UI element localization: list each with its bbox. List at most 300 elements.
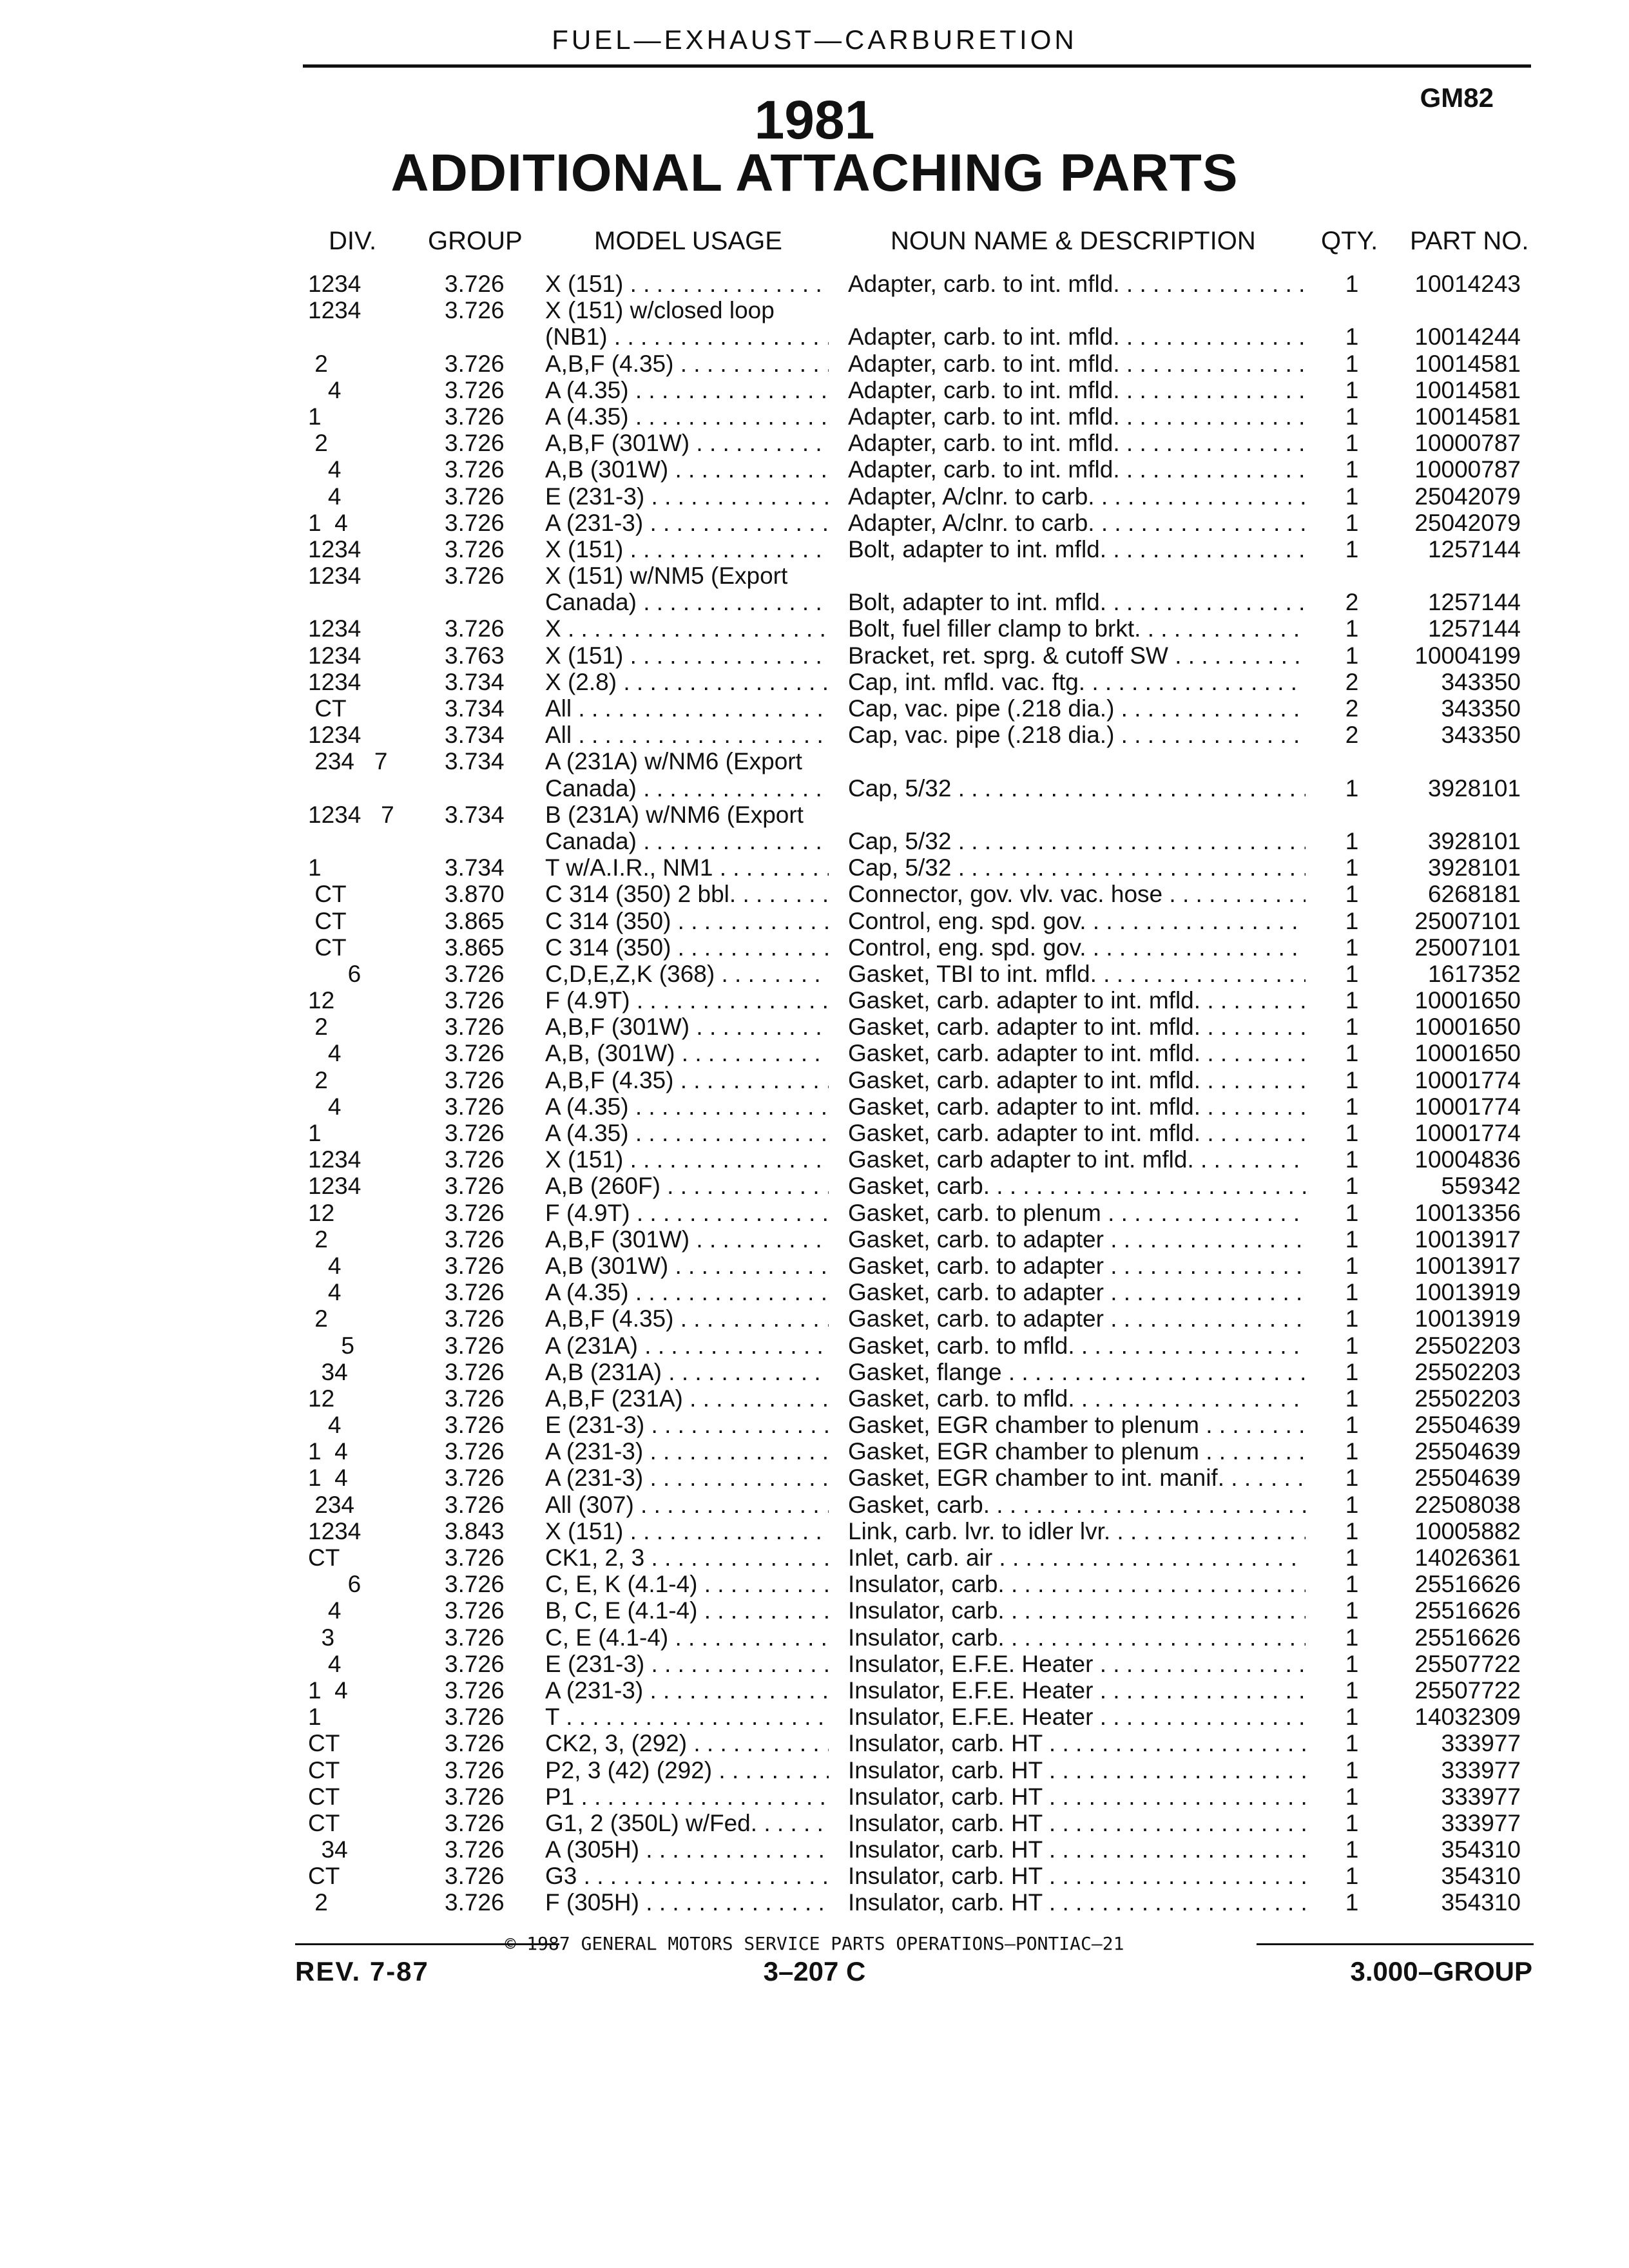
model-usage-cell: A (231A) . . . bbox=[545, 1332, 829, 1360]
table-row bbox=[0, 1412, 1629, 1438]
div-cell: 12 bbox=[308, 1199, 335, 1226]
table-row bbox=[0, 1120, 1629, 1146]
noun-name-cell: Adapter, carb. to int. mfld. . . . bbox=[848, 323, 1306, 351]
model-usage-cell: X (151) w/closed loop bbox=[545, 297, 775, 324]
noun-name-cell: Gasket, EGR chamber to int. manif. . . . bbox=[848, 1465, 1306, 1492]
table-row bbox=[0, 1597, 1629, 1624]
noun-name-cell: Adapter, carb. to int. mfld. . . . bbox=[848, 271, 1306, 298]
noun-name-cell: Control, eng. spd. gov. . . . bbox=[848, 934, 1306, 961]
part-no-cell: 1257144 bbox=[1427, 589, 1521, 616]
model-usage-cell: E (231-3) . . . bbox=[545, 1651, 829, 1678]
noun-name-cell: Cap, vac. pipe (.218 dia.) . . . bbox=[848, 695, 1306, 722]
div-cell: 1 4 bbox=[308, 1438, 348, 1465]
div-cell: 2 bbox=[308, 1225, 328, 1253]
table-row bbox=[0, 802, 1629, 828]
div-cell: 1234 bbox=[308, 1173, 361, 1200]
table-row bbox=[0, 1173, 1629, 1199]
qty-cell: 1 bbox=[1345, 535, 1359, 562]
model-usage-cell: P2, 3 (42) (292) . . . bbox=[545, 1757, 829, 1784]
qty-cell: 1 bbox=[1345, 1358, 1359, 1385]
noun-name-cell: Gasket, carb. to plenum . . . bbox=[848, 1200, 1306, 1227]
model-usage-cell: B (231A) w/NM6 (Export bbox=[545, 801, 804, 828]
div-cell: 2 bbox=[308, 1014, 328, 1041]
header-model-usage: MODEL USAGE bbox=[594, 227, 782, 255]
group-cell: 3.726 bbox=[445, 1624, 505, 1651]
table-row bbox=[0, 1518, 1629, 1544]
div-cell: CT bbox=[308, 907, 347, 934]
model-usage-cell: A,B,F (231A) . . . bbox=[545, 1385, 829, 1412]
div-cell: 1 bbox=[308, 403, 322, 430]
table-row bbox=[0, 615, 1629, 642]
noun-name-cell: Insulator, carb. HT . . . bbox=[848, 1810, 1306, 1837]
model-usage-cell: F (305H) . . . bbox=[545, 1889, 829, 1916]
group-cell: 3.726 bbox=[445, 430, 505, 457]
table-row bbox=[0, 1279, 1629, 1305]
revision-label: REV. 7-87 bbox=[295, 1956, 429, 1986]
qty-cell: 1 bbox=[1345, 1756, 1359, 1783]
noun-name-cell: Insulator, carb. . . . bbox=[848, 1624, 1306, 1651]
model-usage-cell: A,B,F (301W) . . . bbox=[545, 430, 829, 457]
div-cell: 1234 bbox=[308, 642, 361, 669]
noun-name-cell: Adapter, A/clnr. to carb. . . . bbox=[848, 483, 1306, 510]
part-no-cell: 14032309 bbox=[1414, 1704, 1521, 1731]
noun-name-cell: Bracket, ret. sprg. & cutoff SW . . . bbox=[848, 642, 1306, 669]
div-cell: 1234 bbox=[308, 562, 361, 590]
noun-name-cell: Cap, int. mfld. vac. ftg. . . . bbox=[848, 669, 1306, 696]
model-usage-cell: F (4.9T) . . . bbox=[545, 1200, 829, 1227]
qty-cell: 1 bbox=[1345, 1704, 1359, 1731]
div-cell: 4 bbox=[308, 1040, 342, 1067]
model-usage-cell: C,D,E,Z,K (368) . . . bbox=[545, 961, 829, 988]
div-cell: 4 bbox=[308, 1650, 342, 1677]
table-row bbox=[0, 1438, 1629, 1465]
group-cell: 3.726 bbox=[445, 1040, 505, 1067]
noun-name-cell: Link, carb. lvr. to idler lvr. . . . bbox=[848, 1518, 1306, 1545]
div-cell: 34 bbox=[308, 1358, 348, 1385]
div-cell: 1 4 bbox=[308, 509, 348, 536]
part-no-cell: 25507722 bbox=[1414, 1650, 1521, 1677]
part-no-cell: 3928101 bbox=[1427, 827, 1521, 854]
div-cell: CT bbox=[308, 881, 347, 908]
table-row bbox=[0, 669, 1629, 695]
group-cell: 3.865 bbox=[445, 907, 505, 934]
part-no-cell: 25007101 bbox=[1414, 934, 1521, 961]
noun-name-cell: Gasket, EGR chamber to plenum . . . bbox=[848, 1438, 1306, 1465]
part-no-cell: 1617352 bbox=[1427, 960, 1521, 987]
group-cell: 3.726 bbox=[445, 1730, 505, 1757]
part-no-cell: 559342 bbox=[1441, 1173, 1521, 1200]
model-usage-cell: A,B (231A) . . . bbox=[545, 1359, 829, 1386]
div-cell: CT bbox=[308, 1809, 340, 1836]
model-usage-cell: A,B,F (4.35) . . . bbox=[545, 351, 829, 378]
model-usage-cell: A (231-3) . . . bbox=[545, 1677, 829, 1704]
noun-name-cell: Gasket, carb. adapter to int. mfld. . . . bbox=[848, 987, 1306, 1014]
part-no-cell: 10014244 bbox=[1414, 323, 1521, 351]
group-cell: 3.726 bbox=[445, 1809, 505, 1836]
table-row bbox=[0, 483, 1629, 510]
group-cell: 3.726 bbox=[445, 1225, 505, 1253]
qty-cell: 1 bbox=[1345, 1809, 1359, 1836]
qty-cell: 1 bbox=[1345, 1279, 1359, 1306]
group-cell: 3.726 bbox=[445, 535, 505, 562]
model-usage-cell: A (4.35) . . . bbox=[545, 377, 829, 404]
part-no-cell: 10004836 bbox=[1414, 1146, 1521, 1173]
model-usage-cell: C 314 (350) . . . bbox=[545, 934, 829, 961]
qty-cell: 1 bbox=[1345, 774, 1359, 802]
part-no-cell: 343350 bbox=[1441, 722, 1521, 749]
group-cell: 3.726 bbox=[445, 1704, 505, 1731]
model-usage-cell: A,B,F (4.35) . . . bbox=[545, 1305, 829, 1332]
group-cell: 3.843 bbox=[445, 1517, 505, 1544]
qty-cell: 1 bbox=[1345, 854, 1359, 881]
table-row bbox=[0, 403, 1629, 430]
div-cell: 1234 bbox=[308, 615, 361, 642]
part-no-cell: 3928101 bbox=[1427, 854, 1521, 881]
noun-name-cell: Gasket, TBI to int. mfld. . . . bbox=[848, 961, 1306, 988]
group-cell: 3.726 bbox=[445, 1358, 505, 1385]
noun-name-cell: Adapter, carb. to int. mfld. . . . bbox=[848, 377, 1306, 404]
group-cell: 3.726 bbox=[445, 1412, 505, 1439]
div-cell: 1 4 bbox=[308, 1677, 348, 1704]
qty-cell: 1 bbox=[1345, 642, 1359, 669]
part-no-cell: 333977 bbox=[1441, 1730, 1521, 1757]
part-no-cell: 343350 bbox=[1441, 695, 1521, 722]
noun-name-cell: Gasket, carb. adapter to int. mfld. . . . bbox=[848, 1093, 1306, 1120]
noun-name-cell: Gasket, flange . . . bbox=[848, 1359, 1306, 1386]
div-cell: CT bbox=[308, 1783, 340, 1810]
noun-name-cell: Gasket, carb adapter to int. mfld. . . . bbox=[848, 1146, 1306, 1173]
part-no-cell: 10014581 bbox=[1414, 403, 1521, 430]
noun-name-cell: Gasket, carb. . . . bbox=[848, 1173, 1306, 1200]
group-cell: 3.726 bbox=[445, 1863, 505, 1890]
div-cell: CT bbox=[308, 1863, 340, 1890]
table-row bbox=[0, 1146, 1629, 1173]
qty-cell: 1 bbox=[1345, 509, 1359, 536]
part-no-cell: 10001774 bbox=[1414, 1093, 1521, 1120]
table-row bbox=[0, 775, 1629, 802]
part-no-cell: 3928101 bbox=[1427, 774, 1521, 802]
page-number: 3–207 C bbox=[763, 1956, 866, 1986]
group-label: 3.000–GROUP bbox=[1350, 1956, 1532, 1986]
qty-cell: 1 bbox=[1345, 1889, 1359, 1916]
part-no-cell: 10014581 bbox=[1414, 376, 1521, 403]
div-cell: 1234 bbox=[308, 668, 361, 695]
model-usage-cell: CK2, 3, (292) . . . bbox=[545, 1730, 829, 1757]
group-cell: 3.726 bbox=[445, 350, 505, 377]
model-usage-cell: A (231A) w/NM6 (Export bbox=[545, 748, 802, 775]
part-no-cell: 25504639 bbox=[1414, 1438, 1521, 1465]
model-usage-cell: G3 . . . bbox=[545, 1863, 829, 1890]
table-row bbox=[0, 1492, 1629, 1518]
qty-cell: 1 bbox=[1345, 1093, 1359, 1120]
part-no-cell: 25042079 bbox=[1414, 483, 1521, 510]
div-cell: CT bbox=[308, 1756, 340, 1783]
noun-name-cell: Inlet, carb. air . . . bbox=[848, 1544, 1306, 1571]
part-no-cell: 10000787 bbox=[1414, 430, 1521, 457]
model-usage-cell: X (151) . . . bbox=[545, 271, 829, 298]
group-cell: 3.763 bbox=[445, 642, 505, 669]
qty-cell: 1 bbox=[1345, 881, 1359, 908]
table-row bbox=[0, 430, 1629, 456]
part-no-cell: 1257144 bbox=[1427, 535, 1521, 562]
model-usage-cell: All . . . bbox=[545, 695, 829, 722]
table-row bbox=[0, 1226, 1629, 1253]
model-usage-cell: CK1, 2, 3 . . . bbox=[545, 1544, 829, 1571]
table-row bbox=[0, 1093, 1629, 1120]
group-cell: 3.726 bbox=[445, 1252, 505, 1279]
noun-name-cell: Cap, vac. pipe (.218 dia.) . . . bbox=[848, 722, 1306, 749]
qty-cell: 1 bbox=[1345, 934, 1359, 961]
qty-cell: 1 bbox=[1345, 1836, 1359, 1863]
model-usage-cell: A,B (301W) . . . bbox=[545, 1253, 829, 1280]
div-cell: 1234 bbox=[308, 271, 361, 297]
model-usage-cell: A,B,F (301W) . . . bbox=[545, 1226, 829, 1253]
div-cell: 1234 bbox=[308, 535, 361, 562]
model-usage-cell: A (305H) . . . bbox=[545, 1836, 829, 1863]
group-cell: 3.726 bbox=[445, 1544, 505, 1571]
qty-cell: 1 bbox=[1345, 1677, 1359, 1704]
part-no-cell: 343350 bbox=[1441, 668, 1521, 695]
div-cell: 3 bbox=[308, 1624, 335, 1651]
header-group: GROUP bbox=[428, 227, 523, 255]
table-row bbox=[0, 854, 1629, 881]
group-cell: 3.726 bbox=[445, 1889, 505, 1916]
group-cell: 3.726 bbox=[445, 1146, 505, 1173]
part-no-cell: 25502203 bbox=[1414, 1332, 1521, 1359]
part-no-cell: 14026361 bbox=[1414, 1544, 1521, 1571]
div-cell: CT bbox=[308, 695, 347, 722]
div-cell: 1 bbox=[308, 1120, 322, 1146]
noun-name-cell: Cap, 5/32 . . . bbox=[848, 854, 1306, 881]
table-row bbox=[0, 1677, 1629, 1704]
group-cell: 3.726 bbox=[445, 1836, 505, 1863]
model-usage-cell: X (151) . . . bbox=[545, 1146, 829, 1173]
part-no-cell: 10001774 bbox=[1414, 1120, 1521, 1146]
qty-cell: 2 bbox=[1345, 722, 1359, 749]
model-usage-cell: T w/A.I.R., NM1 . . . bbox=[545, 854, 829, 881]
group-cell: 3.726 bbox=[445, 1571, 505, 1598]
model-usage-cell: (NB1) . . . bbox=[545, 323, 829, 351]
qty-cell: 1 bbox=[1345, 987, 1359, 1014]
noun-name-cell: Insulator, carb. HT . . . bbox=[848, 1730, 1306, 1757]
group-cell: 3.726 bbox=[445, 562, 505, 590]
noun-name-cell: Gasket, carb. to adapter . . . bbox=[848, 1226, 1306, 1253]
model-usage-cell: A (231-3) . . . bbox=[545, 510, 829, 537]
qty-cell: 1 bbox=[1345, 1783, 1359, 1810]
model-usage-cell: A,B,F (301W) . . . bbox=[545, 1014, 829, 1041]
part-no-cell: 10001650 bbox=[1414, 987, 1521, 1014]
part-no-cell: 10013917 bbox=[1414, 1225, 1521, 1253]
model-usage-cell: E (231-3) . . . bbox=[545, 1412, 829, 1439]
table-row bbox=[0, 323, 1629, 350]
table-row bbox=[0, 934, 1629, 961]
group-cell: 3.726 bbox=[445, 403, 505, 430]
noun-name-cell: Adapter, carb. to int. mfld. . . . bbox=[848, 430, 1306, 457]
qty-cell: 1 bbox=[1345, 960, 1359, 987]
qty-cell: 1 bbox=[1345, 483, 1359, 510]
group-cell: 3.726 bbox=[445, 456, 505, 483]
model-usage-cell: A (4.35) . . . bbox=[545, 1093, 829, 1120]
table-row bbox=[0, 748, 1629, 774]
header-div: DIV. bbox=[329, 227, 377, 255]
table-row bbox=[0, 642, 1629, 669]
div-cell: 234 bbox=[308, 1491, 355, 1518]
table-row bbox=[0, 1040, 1629, 1066]
qty-cell: 1 bbox=[1345, 1066, 1359, 1093]
model-usage-cell: X (2.8) . . . bbox=[545, 669, 829, 696]
table-row bbox=[0, 1757, 1629, 1783]
group-cell: 3.734 bbox=[445, 801, 505, 828]
group-cell: 3.870 bbox=[445, 881, 505, 908]
div-cell: 2 bbox=[308, 1066, 328, 1093]
model-usage-cell: X (151) . . . bbox=[545, 642, 829, 669]
table-row bbox=[0, 1332, 1629, 1359]
table-row bbox=[0, 987, 1629, 1014]
table-row bbox=[0, 456, 1629, 483]
noun-name-cell: Gasket, carb. adapter to int. mfld. . . . bbox=[848, 1040, 1306, 1067]
table-row bbox=[0, 562, 1629, 589]
noun-name-cell: Gasket, carb. to mfld. . . . bbox=[848, 1332, 1306, 1360]
group-cell: 3.726 bbox=[445, 1783, 505, 1810]
table-row bbox=[0, 1385, 1629, 1412]
header-qty: QTY. bbox=[1321, 227, 1378, 255]
part-no-cell: 10001650 bbox=[1414, 1040, 1521, 1067]
table-row bbox=[0, 1624, 1629, 1651]
noun-name-cell: Gasket, carb. to adapter . . . bbox=[848, 1253, 1306, 1280]
noun-name-cell: Insulator, carb. HT . . . bbox=[848, 1783, 1306, 1811]
noun-name-cell: Insulator, carb. HT . . . bbox=[848, 1757, 1306, 1784]
div-cell: 4 bbox=[308, 1279, 342, 1306]
group-cell: 3.726 bbox=[445, 1756, 505, 1783]
div-cell: 6 bbox=[308, 1571, 361, 1598]
catalog-code: GM82 bbox=[1420, 82, 1494, 113]
part-no-cell: 333977 bbox=[1441, 1783, 1521, 1810]
group-cell: 3.726 bbox=[445, 1597, 505, 1624]
model-usage-cell: A,B,F (4.35) . . . bbox=[545, 1067, 829, 1094]
table-row bbox=[0, 695, 1629, 722]
qty-cell: 1 bbox=[1345, 907, 1359, 934]
div-cell: 1234 bbox=[308, 722, 361, 749]
noun-name-cell: Adapter, carb. to int. mfld. . . . bbox=[848, 351, 1306, 378]
div-cell: 2 bbox=[308, 1305, 328, 1332]
section-title: FUEL—EXHAUST—CARBURETION bbox=[552, 24, 1077, 55]
model-usage-cell: C, E, K (4.1-4) . . . bbox=[545, 1571, 829, 1598]
model-usage-cell: C 314 (350) . . . bbox=[545, 908, 829, 935]
table-row bbox=[0, 1200, 1629, 1226]
qty-cell: 1 bbox=[1345, 1571, 1359, 1598]
part-no-cell: 10001774 bbox=[1414, 1066, 1521, 1093]
table-row bbox=[0, 1544, 1629, 1571]
table-row bbox=[0, 377, 1629, 403]
part-no-cell: 10005882 bbox=[1414, 1517, 1521, 1544]
noun-name-cell: Control, eng. spd. gov. . . . bbox=[848, 908, 1306, 935]
div-cell: CT bbox=[308, 1544, 340, 1571]
model-usage-cell: A,B (301W) . . . bbox=[545, 456, 829, 483]
table-row bbox=[0, 1253, 1629, 1279]
model-usage-cell: A (4.35) . . . bbox=[545, 1279, 829, 1306]
part-no-cell: 25502203 bbox=[1414, 1385, 1521, 1412]
qty-cell: 1 bbox=[1345, 1332, 1359, 1359]
noun-name-cell: Gasket, carb. adapter to int. mfld. . . . bbox=[848, 1014, 1306, 1041]
table-row bbox=[0, 1014, 1629, 1040]
qty-cell: 1 bbox=[1345, 1544, 1359, 1571]
group-cell: 3.726 bbox=[445, 376, 505, 403]
part-no-cell: 10004199 bbox=[1414, 642, 1521, 669]
table-row bbox=[0, 1810, 1629, 1836]
div-cell: 12 bbox=[308, 1385, 335, 1412]
noun-name-cell: Gasket, carb. . . . bbox=[848, 1492, 1306, 1519]
qty-cell: 1 bbox=[1345, 1491, 1359, 1518]
group-cell: 3.726 bbox=[445, 1650, 505, 1677]
part-no-cell: 354310 bbox=[1441, 1863, 1521, 1890]
group-cell: 3.726 bbox=[445, 1385, 505, 1412]
qty-cell: 1 bbox=[1345, 1438, 1359, 1465]
group-cell: 3.726 bbox=[445, 1173, 505, 1200]
div-cell: 4 bbox=[308, 456, 342, 483]
model-usage-cell: X (151) w/NM5 (Export bbox=[545, 562, 788, 590]
group-cell: 3.734 bbox=[445, 854, 505, 881]
model-usage-cell: A,B, (301W) . . . bbox=[545, 1040, 829, 1067]
part-no-cell: 6268181 bbox=[1427, 881, 1521, 908]
group-cell: 3.726 bbox=[445, 1465, 505, 1492]
page-year: 1981 bbox=[754, 90, 875, 150]
div-cell: 4 bbox=[308, 1597, 342, 1624]
group-cell: 3.726 bbox=[445, 1438, 505, 1465]
div-cell: 4 bbox=[308, 376, 342, 403]
div-cell: 4 bbox=[308, 1412, 342, 1439]
div-cell: 2 bbox=[308, 1889, 328, 1916]
model-usage-cell: B, C, E (4.1-4) . . . bbox=[545, 1597, 829, 1624]
part-no-cell: 22508038 bbox=[1414, 1491, 1521, 1518]
model-usage-cell: C, E (4.1-4) . . . bbox=[545, 1624, 829, 1651]
table-row bbox=[0, 961, 1629, 987]
table-row bbox=[0, 351, 1629, 377]
noun-name-cell: Insulator, carb. . . . bbox=[848, 1597, 1306, 1624]
part-no-cell: 25504639 bbox=[1414, 1465, 1521, 1492]
div-cell: 34 bbox=[308, 1836, 348, 1863]
table-row bbox=[0, 297, 1629, 323]
part-no-cell: 10001650 bbox=[1414, 1014, 1521, 1041]
noun-name-cell: Adapter, carb. to int. mfld. . . . bbox=[848, 403, 1306, 430]
group-cell: 3.726 bbox=[445, 1332, 505, 1359]
table-row bbox=[0, 536, 1629, 562]
model-usage-cell: X (151) . . . bbox=[545, 1518, 829, 1545]
qty-cell: 1 bbox=[1345, 1597, 1359, 1624]
div-cell: 1 bbox=[308, 854, 322, 881]
table-row bbox=[0, 1704, 1629, 1730]
table-row bbox=[0, 510, 1629, 536]
part-no-cell: 25007101 bbox=[1414, 907, 1521, 934]
qty-cell: 1 bbox=[1345, 376, 1359, 403]
qty-cell: 1 bbox=[1345, 615, 1359, 642]
model-usage-cell: E (231-3) . . . bbox=[545, 483, 829, 510]
part-no-cell: 10014243 bbox=[1414, 271, 1521, 297]
noun-name-cell: Insulator, E.F.E. Heater . . . bbox=[848, 1677, 1306, 1704]
qty-cell: 1 bbox=[1345, 1650, 1359, 1677]
group-cell: 3.734 bbox=[445, 722, 505, 749]
group-cell: 3.726 bbox=[445, 1199, 505, 1226]
table-row bbox=[0, 1067, 1629, 1093]
div-cell: CT bbox=[308, 1730, 340, 1757]
model-usage-cell: Canada) . . . bbox=[545, 828, 829, 855]
model-usage-cell: X . . . bbox=[545, 615, 829, 642]
qty-cell: 1 bbox=[1345, 1305, 1359, 1332]
qty-cell: 1 bbox=[1345, 1173, 1359, 1200]
model-usage-cell: T . . . bbox=[545, 1704, 829, 1731]
div-cell: 4 bbox=[308, 1093, 342, 1120]
model-usage-cell: P1 . . . bbox=[545, 1783, 829, 1811]
qty-cell: 1 bbox=[1345, 1863, 1359, 1890]
